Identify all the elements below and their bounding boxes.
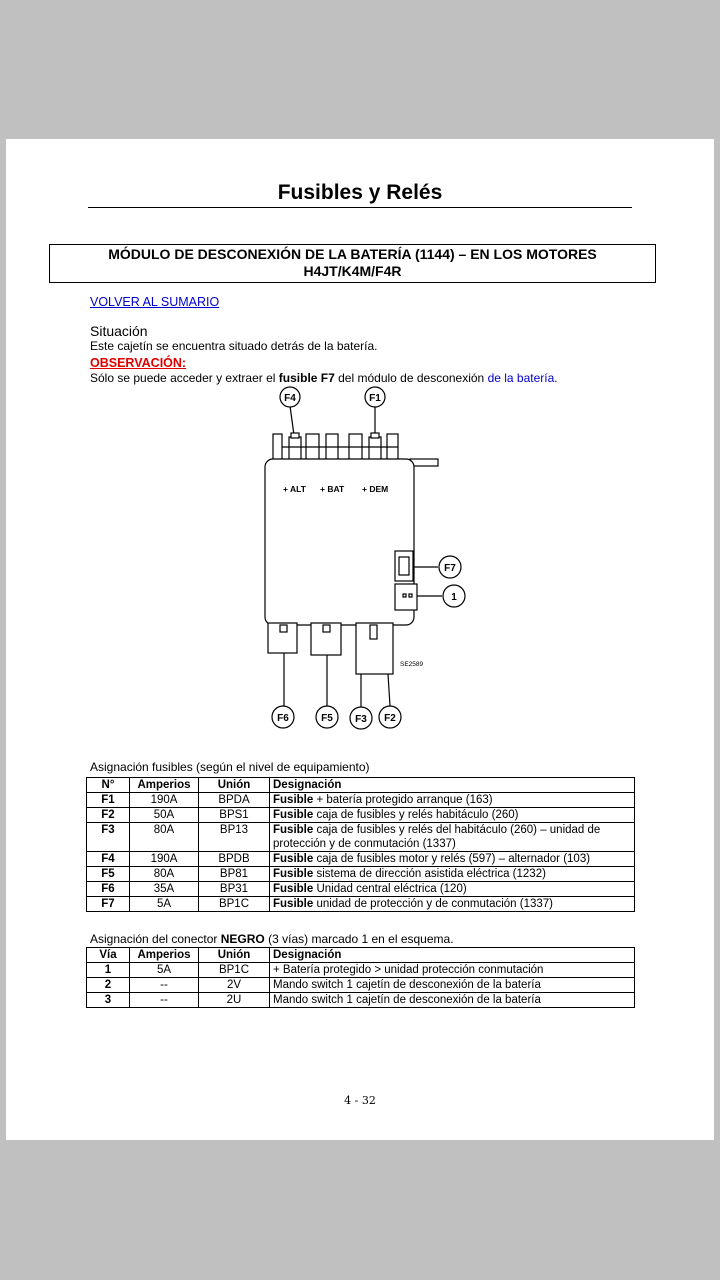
fuse-designation: unidad de protección y de conmutación (1337) (313, 898, 554, 910)
connector-f5-latch (323, 625, 330, 632)
connector-caption-1: Asignación del conector (90, 932, 221, 946)
fuse-union: BPS1 (199, 808, 270, 823)
fuse-designation: + batería protegido arranque (163) (313, 794, 493, 806)
page-title: Fusibles y Relés (277, 181, 443, 204)
note-link-bateria[interactable]: de la batería (487, 371, 555, 385)
header-designacion: Designación (270, 778, 635, 793)
table-row (87, 808, 635, 823)
fuse-label: Fusible (273, 898, 314, 910)
situacion-heading: Situación (90, 323, 148, 339)
fuse-amperage: 5A (130, 897, 199, 912)
via-amperage: -- (130, 993, 199, 1008)
table-row (87, 852, 635, 867)
callout-f3: F3 (355, 714, 367, 725)
fuse-union: BP1C (199, 897, 270, 912)
section-title-line1: MÓDULO DE DESCONEXIÓN DE LA BATERÍA (1144) – EN LOS MOTORES (108, 246, 597, 262)
fuse-label: Fusible (273, 868, 314, 880)
leader-f2 (388, 674, 390, 706)
fuse-label: Fusible (273, 883, 314, 895)
via-union: BP1C (199, 963, 270, 978)
via-designation: Mando switch 1 cajetín de desconexión de la batería (270, 978, 635, 993)
fuse-amperage: 190A (130, 793, 199, 808)
connector-caption-2: (3 vías) marcado 1 en el esquema. (264, 932, 454, 946)
fuse-label: Fusible (273, 853, 314, 865)
diagram-reference-code: SE2589 (400, 661, 424, 668)
via-amperage: -- (130, 978, 199, 993)
observacion-label: OBSERVACIÓN: (90, 356, 187, 370)
connector-f6-latch (280, 625, 287, 632)
header-union: Unión (199, 948, 270, 963)
fuse-designation: caja de fusibles y relés del habitáculo (260) – unidad de protección y de conmutación (1337) (273, 824, 601, 850)
document-page (6, 139, 714, 1140)
header-designacion: Designación (270, 948, 635, 963)
via-union: 2U (199, 993, 270, 1008)
connector-table (86, 947, 635, 1008)
top-pin-cap (371, 433, 379, 438)
via-number: 1 (104, 964, 112, 976)
fuse-designation: Unidad central eléctrica (120) (313, 883, 467, 895)
connector-f3-latch (370, 625, 377, 639)
note-bold-fuse: fusible F7 (278, 371, 335, 385)
header-via: Vía (87, 948, 130, 963)
top-pin (289, 437, 301, 460)
leader-f4 (290, 406, 294, 435)
terminal-label-dem: + DEM (362, 484, 389, 494)
section-title-line2: H4JT/K4M/F4R (303, 263, 402, 279)
fuse-amperage: 35A (130, 882, 199, 897)
callout-f2: F2 (384, 713, 396, 724)
table-row (87, 867, 635, 882)
situacion-text: Este cajetín se encuentra situado detrás de la batería. (90, 339, 378, 353)
fuse-union: BP31 (199, 882, 270, 897)
fuse-number: F6 (101, 883, 115, 895)
note-text-1: Sólo se puede acceder y extraer el (90, 371, 279, 385)
note-text-2: del módulo de desconexión (334, 371, 488, 385)
fuse-f7 (399, 557, 409, 575)
fuse-union: BP81 (199, 867, 270, 882)
fuse-designation: sistema de dirección asistida eléctrica (1232) (313, 868, 546, 880)
terminal-label-bat: + BAT (320, 484, 345, 494)
fuse-union: BPDB (199, 852, 270, 867)
fuse-amperage: 80A (130, 867, 199, 882)
battery-module-diagram (6, 139, 714, 739)
page-number: 4 - 32 (344, 1094, 376, 1107)
table-row (87, 963, 635, 978)
header-amperios: Amperios (130, 778, 199, 793)
via-amperage: 5A (130, 963, 199, 978)
fuse-label: Fusible (273, 809, 314, 821)
callout-1: 1 (451, 592, 457, 603)
fuse-number: F4 (101, 853, 115, 865)
fuse-table (86, 777, 635, 912)
fuse-amperage: 80A (130, 823, 199, 852)
via-number: 3 (104, 994, 112, 1006)
fuse-number: F7 (101, 898, 115, 910)
fuse-amperage: 50A (130, 808, 199, 823)
table-header-row (87, 778, 635, 793)
table-row (87, 897, 635, 912)
header-n: N° (87, 778, 130, 793)
via-number: 2 (104, 979, 112, 991)
header-union: Unión (199, 778, 270, 793)
terminal-label-alt: + ALT (283, 484, 306, 494)
connector-caption-bold: NEGRO (220, 932, 265, 946)
back-to-summary-link[interactable]: VOLVER AL SUMARIO (90, 295, 220, 309)
connector-table-caption (90, 932, 454, 946)
fuse-number: F3 (101, 824, 115, 836)
via-designation: + Batería protegido > unidad protección conmutación (270, 963, 635, 978)
top-pin-cap (291, 433, 299, 438)
via-designation: Mando switch 1 cajetín de desconexión de la batería (270, 993, 635, 1008)
fuse-label: Fusible (273, 824, 314, 836)
fuse-union: BP13 (199, 823, 270, 852)
via-union: 2V (199, 978, 270, 993)
callout-f7: F7 (444, 563, 456, 574)
callout-f5: F5 (321, 713, 333, 724)
table-row (87, 823, 635, 852)
table-row (87, 882, 635, 897)
table-header-row (87, 948, 635, 963)
header-amperios: Amperios (130, 948, 199, 963)
table-row (87, 993, 635, 1008)
fuse-designation: caja de fusibles motor y relés (597) – alternador (103) (313, 853, 591, 865)
callout-f4: F4 (284, 393, 296, 404)
callout-f1: F1 (369, 393, 381, 404)
fuse-table-caption: Asignación fusibles (según el nivel de equipamiento) (90, 760, 370, 774)
top-pin (369, 437, 381, 460)
table-row (87, 793, 635, 808)
top-pin (273, 434, 282, 460)
callout-f6: F6 (277, 713, 289, 724)
fuse-designation: caja de fusibles y relés habitáculo (260) (313, 809, 519, 821)
fuse-union: BPDA (199, 793, 270, 808)
fuse-number: F5 (101, 868, 115, 880)
note-text-3: . (554, 371, 558, 385)
table-row (87, 978, 635, 993)
fuse-number: F1 (101, 794, 115, 806)
fuse-amperage: 190A (130, 852, 199, 867)
fuse-number: F2 (101, 809, 115, 821)
fuse-label: Fusible (273, 794, 314, 806)
